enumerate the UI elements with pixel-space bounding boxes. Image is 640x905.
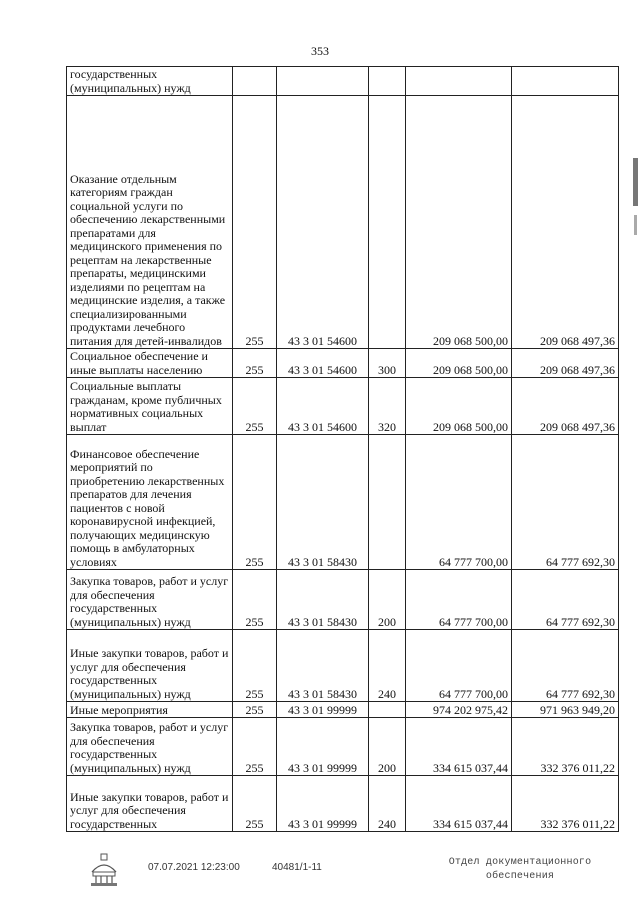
table-row <box>67 718 619 776</box>
csr-cell: 43 3 01 58430 <box>277 435 369 570</box>
table-row <box>67 702 619 718</box>
csr-cell: 43 3 01 54600 <box>277 378 369 435</box>
vr-cell: 240 <box>369 776 406 832</box>
row-name-cell: Финансовое обеспечение мероприятий по приобретению лекарственных препаратов для лечения пациентов с новой коронавирусной инфекцией, получающих медицинскую помощь в амбулаторных условиях <box>67 435 233 570</box>
document-timestamp: 07.07.2021 12:23:00 <box>148 862 240 873</box>
fact-amount-cell: 332 376 011,22 <box>512 776 619 832</box>
scan-edge-mark <box>633 158 638 206</box>
budget-table <box>66 66 619 832</box>
table-row <box>67 378 619 435</box>
table-row <box>67 349 619 378</box>
vr-cell: 200 <box>369 718 406 776</box>
plan-amount-cell: 64 777 700,00 <box>406 630 512 702</box>
vr-cell <box>369 435 406 570</box>
row-name-cell: Иные закупки товаров, работ и услуг для обеспечения государственных (муниципальных) нужд <box>67 630 233 702</box>
fact-amount-cell <box>512 67 619 96</box>
grbs-cell: 255 <box>233 630 277 702</box>
fact-amount-cell: 209 068 497,36 <box>512 349 619 378</box>
page-footer <box>0 852 640 892</box>
plan-amount-cell: 334 615 037,44 <box>406 776 512 832</box>
fact-amount-cell: 64 777 692,30 <box>512 435 619 570</box>
scan-edge-mark <box>634 215 637 235</box>
budget-table-body <box>67 67 619 832</box>
csr-cell: 43 3 01 99999 <box>277 718 369 776</box>
plan-amount-cell: 209 068 500,00 <box>406 349 512 378</box>
department-stamp: Отдел документационного обеспечения <box>448 857 592 882</box>
fact-amount-cell: 209 068 497,36 <box>512 96 619 349</box>
row-name-cell: Иные закупки товаров, работ и услуг для обеспечения государственных <box>67 776 233 832</box>
table-row <box>67 630 619 702</box>
plan-amount-cell: 209 068 500,00 <box>406 96 512 349</box>
grbs-cell: 255 <box>233 349 277 378</box>
plan-amount-cell: 64 777 700,00 <box>406 435 512 570</box>
vr-cell <box>369 67 406 96</box>
plan-amount-cell <box>406 67 512 96</box>
row-name-cell: Социальное обеспечение и иные выплаты населению <box>67 349 233 378</box>
table-row <box>67 67 619 96</box>
grbs-cell: 255 <box>233 702 277 718</box>
row-name-cell: Закупка товаров, работ и услуг для обеспечения государственных (муниципальных) нужд <box>67 718 233 776</box>
grbs-cell: 255 <box>233 435 277 570</box>
table-row <box>67 96 619 349</box>
grbs-cell: 255 <box>233 776 277 832</box>
plan-amount-cell: 64 777 700,00 <box>406 570 512 630</box>
csr-cell <box>277 67 369 96</box>
grbs-cell: 255 <box>233 378 277 435</box>
row-name-cell: Оказание отдельным категориям граждан социальной услуги по обеспечению лекарственными препаратами для медицинского применения по рецептам на лекарственные препараты, медицинскими изделиями по рецептам на медицинские изделия, а также специализированными продуктами лечебного питания для детей-инвалидов <box>67 96 233 349</box>
csr-cell: 43 3 01 99999 <box>277 702 369 718</box>
fact-amount-cell: 971 963 949,20 <box>512 702 619 718</box>
csr-cell: 43 3 01 58430 <box>277 570 369 630</box>
row-name-cell: Иные мероприятия <box>67 702 233 718</box>
vr-cell <box>369 702 406 718</box>
grbs-cell: 255 <box>233 96 277 349</box>
grbs-cell: 255 <box>233 570 277 630</box>
plan-amount-cell: 209 068 500,00 <box>406 378 512 435</box>
grbs-cell <box>233 67 277 96</box>
vr-cell: 300 <box>369 349 406 378</box>
grbs-cell: 255 <box>233 718 277 776</box>
fact-amount-cell: 64 777 692,30 <box>512 570 619 630</box>
plan-amount-cell: 334 615 037,44 <box>406 718 512 776</box>
table-row <box>67 570 619 630</box>
plan-amount-cell: 974 202 975,42 <box>406 702 512 718</box>
table-row <box>67 776 619 832</box>
vr-cell: 200 <box>369 570 406 630</box>
fact-amount-cell: 332 376 011,22 <box>512 718 619 776</box>
vr-cell <box>369 96 406 349</box>
fact-amount-cell: 209 068 497,36 <box>512 378 619 435</box>
row-name-cell: государственных (муниципальных) нужд <box>67 67 233 96</box>
table-row <box>67 435 619 570</box>
page-number: 353 <box>311 44 329 58</box>
csr-cell: 43 3 01 99999 <box>277 776 369 832</box>
vr-cell: 240 <box>369 630 406 702</box>
row-name-cell: Социальные выплаты гражданам, кроме публичных нормативных социальных выплат <box>67 378 233 435</box>
csr-cell: 43 3 01 54600 <box>277 96 369 349</box>
fact-amount-cell: 64 777 692,30 <box>512 630 619 702</box>
registration-number: 40481/1-11 <box>272 862 322 873</box>
duma-seal-icon <box>86 852 122 888</box>
row-name-cell: Закупка товаров, работ и услуг для обеспечения государственных (муниципальных) нужд <box>67 570 233 630</box>
vr-cell: 320 <box>369 378 406 435</box>
csr-cell: 43 3 01 54600 <box>277 349 369 378</box>
csr-cell: 43 3 01 58430 <box>277 630 369 702</box>
